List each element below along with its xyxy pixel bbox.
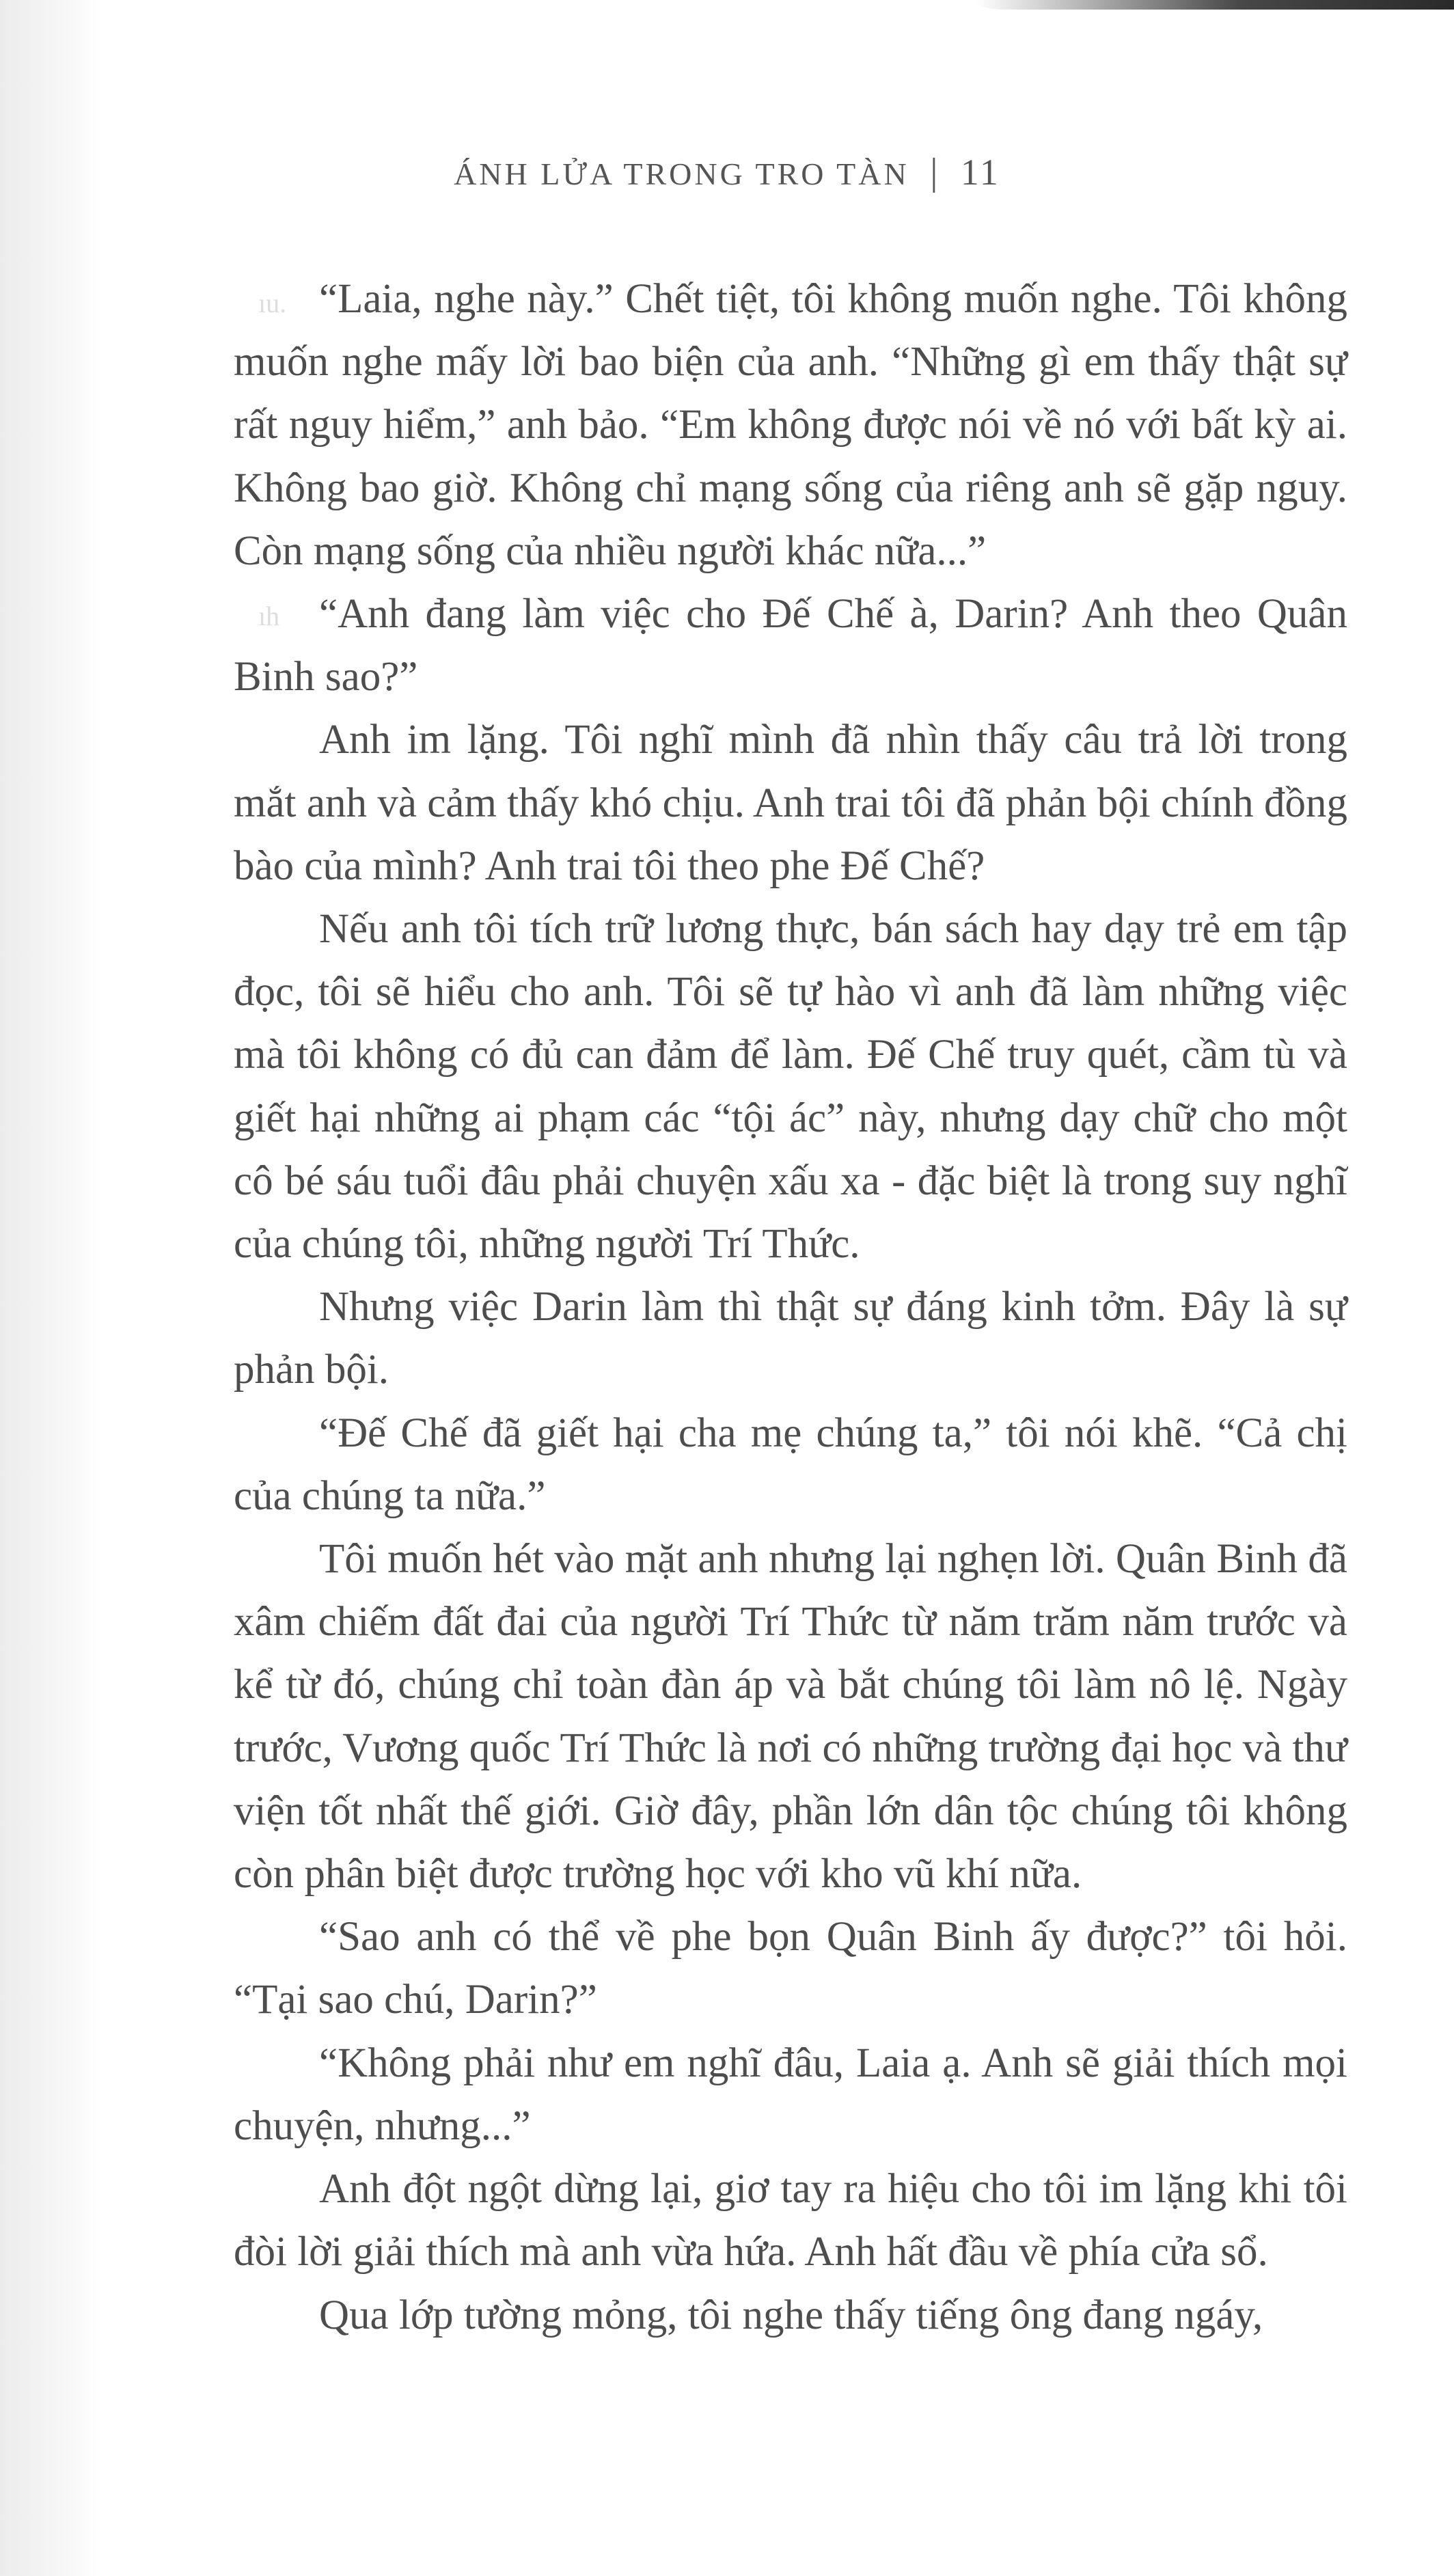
- page-body: [234, 268, 1347, 2347]
- page-edge-shadow: [976, 0, 1454, 10]
- bleed-through-mark: ıu.: [258, 288, 287, 318]
- paragraph: “Không phải như em nghĩ đâu, Laia ạ. Anh sẽ giải thích mọi chuyện, nhưng...”: [234, 2040, 1347, 2149]
- paragraph: “Sao anh có thể về phe bọn Quân Binh ấy được?” tôi hỏi. “Tại sao chú, Darin?”: [234, 1914, 1347, 2023]
- book-title: ÁNH LỬA TRONG TRO TÀN: [454, 156, 909, 191]
- paragraph: Nếu anh tôi tích trữ lương thực, bán sách hay dạy trẻ em tập đọc, tôi sẽ hiểu cho anh. Tôi sẽ tự hào vì anh đã làm những việc mà tôi không có đủ can đảm để làm. Đế Chế truy quét, cầm tù và giết hại những ai phạm các “tội ác” này, nhưng dạy chữ cho một cô bé sáu tuổi đâu phải chuyện xấu xa - đặc biệt là trong suy nghĩ của chúng tôi, những người Trí Thức.: [234, 906, 1347, 1268]
- paragraph: “Đế Chế đã giết hại cha mẹ chúng ta,” tôi nói khẽ. “Cả chị của chúng ta nữa.”: [234, 1410, 1347, 1519]
- paragraph: Qua lớp tường mỏng, tôi nghe thấy tiếng ông đang ngáy,: [319, 2292, 1263, 2338]
- page-gutter-shadow: [0, 0, 102, 2576]
- paragraph: “Laia, nghe này.” Chết tiệt, tôi không muốn nghe. Tôi không muốn nghe mấy lời bao biện của anh. “Những gì em thấy thật sự rất nguy hiểm,” anh bảo. “Em không được nói về nó với bất kỳ ai. Không bao giờ. Không chỉ mạng sống của riêng anh sẽ gặp nguy. Còn mạng sống của nhiều người khác nữa...”: [234, 276, 1347, 574]
- paragraph: Anh im lặng. Tôi nghĩ mình đã nhìn thấy câu trả lời trong mắt anh và cảm thấy khó chịu. Anh trai tôi đã phản bội chính đồng bào của mình? Anh trai tôi theo phe Đế Chế?: [234, 717, 1347, 889]
- page-number: 11: [960, 152, 1000, 193]
- paragraph: Anh đột ngột dừng lại, giơ tay ra hiệu cho tôi im lặng khi tôi đòi lời giải thích mà anh vừa hứa. Anh hất đầu về phía cửa sổ.: [234, 2166, 1347, 2275]
- paragraph: Tôi muốn hét vào mặt anh nhưng lại nghẹn lời. Quân Binh đã xâm chiếm đất đai của người Trí Thức từ năm trăm năm trước và kể từ đó, chúng chỉ toàn đàn áp và bắt chúng tôi làm nô lệ. Ngày trước, Vương quốc Trí Thức là nơi có những trường đại học và thư viện tốt nhất thế giới. Giờ đây, phần lớn dân tộc chúng tôi không còn phân biệt được trường học với kho vũ khí nữa.: [234, 1536, 1347, 1897]
- bleed-through-mark: ıh: [258, 601, 280, 631]
- paragraph: “Anh đang làm việc cho Đế Chế à, Darin? Anh theo Quân Binh sao?”: [234, 591, 1347, 700]
- paragraph: Nhưng việc Darin làm thì thật sự đáng kinh tởm. Đây là sự phản bội.: [234, 1284, 1347, 1393]
- running-header: [0, 150, 1454, 194]
- header-separator: |: [930, 151, 940, 193]
